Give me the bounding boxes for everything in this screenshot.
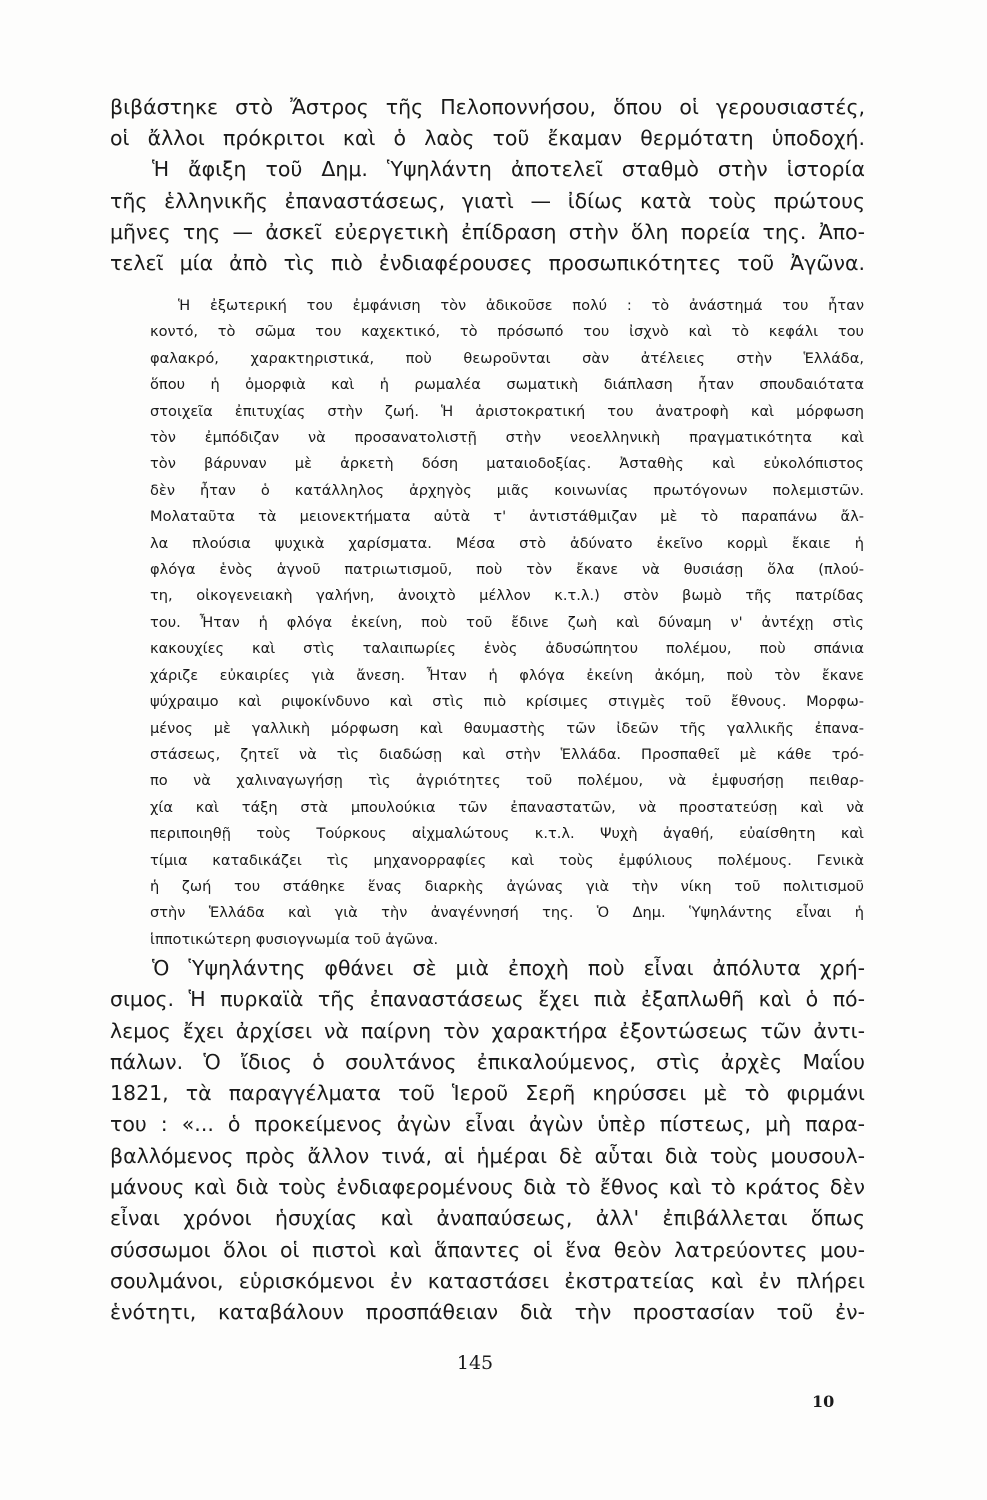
text-line: ἑνότητι, καταβάλουν προσπάθειαν διὰ τὴν προστασίαν τοῦ ἐν- [110, 1300, 865, 1325]
signature-mark: 10 [812, 1392, 835, 1411]
text-line: φαλακρό, χαρακτηριστικά, ποὺ θεωροῦνται σὰν ἀτέλειες στὴν Ἑλλάδα, [150, 349, 864, 367]
text-line: χάριζε εὐκαιρίες γιὰ ἄνεση. Ἦταν ἡ φλόγα ἐκείνη ἀκόμη, ποὺ τὸν ἔκανε [150, 666, 864, 684]
text-line: λεμος ἔχει ἀρχίσει νὰ παίρνη τὸν χαρακτήρα ἐξοντώσεως τῶν ἀντι- [110, 1018, 865, 1043]
text-line: Μολαταῦτα τὰ μειονεκτήματα αὐτὰ τ' ἀντιστάθμιζαν μὲ τὸ παραπάνω ἄλ- [150, 508, 864, 526]
text-line: δὲν ἦταν ὁ κατάλληλος ἀρχηγὸς μιᾶς κοινωνίας πρωτόγονων πολεμιστῶν. [150, 481, 864, 499]
text-line: λα πλούσια ψυχικὰ χαρίσματα. Μέσα στὸ ἀδύνατο ἐκεῖνο κορμὶ ἔκαιε ἡ [150, 534, 864, 552]
text-line: τη, οἰκογενειακὴ γαλήνη, ἀνοιχτὸ μέλλον κ.τ.λ.) στὸν βωμὸ τῆς πατρίδας [150, 587, 864, 605]
text-line: σύσσωμοι ὅλοι οἱ πιστοὶ καὶ ἅπαντες οἱ ἕνα θεὸν λατρεύοντες μου- [110, 1237, 865, 1262]
text-line: του. Ἦταν ἡ φλόγα ἐκείνη, ποὺ τοῦ ἔδινε ζωὴ καὶ δύναμη ν' ἀντέχῃ στὶς [150, 613, 864, 631]
text-line: πάλων. Ὁ ἴδιος ὁ σουλτάνος ἐπικαλούμενος, στὶς ἀρχὲς Μαΐου [110, 1049, 865, 1074]
text-line: 1821, τὰ παραγγέλματα τοῦ Ἱεροῦ Σερῆ κηρύσσει μὲ τὸ φιρμάνι [110, 1081, 865, 1106]
page-number: 145 [456, 1352, 494, 1374]
text-line: σουλμάνοι, εὑρισκόμενοι ἐν καταστάσει ἐκστρατείας καὶ ἐν πλήρει [110, 1268, 865, 1293]
text-line: στὴν Ἑλλάδα καὶ γιὰ τὴν ἀναγέννησή της. Ὁ Δημ. Ὑψηλάντης εἶναι ἡ [150, 904, 864, 922]
text-line: χία καὶ τάξη στὰ μπουλούκια τῶν ἐπαναστατῶν, νὰ προστατεύσῃ καὶ νὰ [150, 798, 864, 816]
text-line: μένος μὲ γαλλικὴ μόρφωση καὶ θαυμαστὴς τῶν ἰδεῶν τῆς γαλλικῆς ἐπανα- [150, 719, 864, 737]
text-line: κοντό, τὸ σῶμα του καχεκτικό, τὸ πρόσωπό του ἰσχνὸ καὶ τὸ κεφάλι του [150, 323, 864, 341]
text-line: πο νὰ χαλιναγωγήσῃ τὶς ἀγριότητες τοῦ πολέμου, νὰ ἐμφυσήσῃ πειθαρ- [150, 772, 864, 790]
text-line: ἱπποτικώτερη φυσιογνωμία τοῦ ἀγῶνα. [150, 930, 439, 948]
text-line: τίμια καταδικάζει τὶς μηχανορραφίες καὶ τοὺς ἐμφύλιους πολέμους. Γενικὰ [150, 851, 864, 869]
text-line: τὸν ἐμπόδιζαν νὰ προσανατολιστῇ στὴν νεοελληνικὴ πραγματικότητα καὶ [150, 429, 864, 447]
text-line: περιποιηθῇ τοὺς Τούρκους αἰχμαλώτους κ.τ.λ. Ψυχὴ ἀγαθή, εὐαίσθητη καὶ [150, 825, 864, 843]
text-line: Ἡ ἐξωτερική του ἐμφάνιση τὸν ἀδικοῦσε πολύ : τὸ ἀνάστημά του ἦταν [178, 297, 864, 314]
text-line: τὸν βάρυναν μὲ ἀρκετὴ δόση ματαιοδοξίας. Ἀσταθὴς καὶ εὐκολόπιστος [150, 455, 864, 473]
text-line: σιμος. Ἡ πυρκαϊὰ τῆς ἐπαναστάσεως ἔχει πιὰ ἐξαπλωθῆ καὶ ὁ πό- [110, 987, 865, 1012]
text-line: στάσεως, ζητεῖ νὰ τὶς διαδώσῃ καὶ στὴν Ἑλλάδα. Προσπαθεῖ μὲ κάθε τρό- [150, 745, 864, 763]
inset-paragraph [150, 293, 864, 953]
text-line: τελεῖ μία ἀπὸ τὶς πιὸ ἐνδιαφέρουσες προσωπικότητες τοῦ Ἀγῶνα. [110, 251, 865, 276]
text-line: του : «... ὁ προκείμενος ἀγὼν εἶναι ἀγὼν ὑπὲρ πίστεως, μὴ παρα- [110, 1112, 865, 1137]
text-line: ὅπου ἡ ὀμορφιὰ καὶ ἡ ρωμαλέα σωματικὴ διάπλαση ἦταν σπουδαιότατα [150, 376, 864, 394]
text-line: οἱ ἄλλοι πρόκριτοι καὶ ὁ λαὸς τοῦ ἔκαμαν θερμότατη ὑποδοχή. [110, 126, 865, 151]
text-line: φλόγα ἑνὸς ἁγνοῦ πατριωτισμοῦ, ποὺ τὸν ἔκανε νὰ θυσιάσῃ ὅλα (πλού- [150, 561, 864, 579]
text-line: μάνους καὶ διὰ τοὺς ἐνδιαφερομένους διὰ τὸ ἔθνος καὶ τὸ κράτος δὲν [110, 1175, 865, 1200]
text-line: Ὁ Ὑψηλάντης φθάνει σὲ μιὰ ἐποχὴ ποὺ εἶναι ἀπόλυτα χρή- [152, 956, 865, 980]
text-line: ψύχραιμο καὶ ριψοκίνδυνο καὶ στὶς πιὸ κρίσιμες στιγμὲς τοῦ ἔθνους. Μορφω- [150, 693, 864, 711]
text-line: ἡ ζωή του στάθηκε ἕνας διαρκὴς ἀγώνας γιὰ τὴν νίκη τοῦ πολιτισμοῦ [150, 877, 864, 895]
text-line: βιβάστηκε στὸ Ἄστρος τῆς Πελοποννήσου, ὅπου οἱ γερουσιαστές, [110, 95, 865, 119]
text-line: βαλλόμενος πρὸς ἄλλον τινά, αἱ ἡμέραι δὲ αὗται διὰ τοὺς μουσουλ- [110, 1143, 865, 1168]
text-line: στοιχεῖα ἐπιτυχίας στὴν ζωή. Ἡ ἀριστοκρατική του ἀνατροφὴ καὶ μόρφωση [150, 402, 864, 420]
body-paragraph [110, 953, 865, 1329]
text-line: μῆνες της — ἀσκεῖ εὐεργετικὴ ἐπίδραση στὴν ὅλη πορεία της. Ἀπο- [110, 219, 865, 244]
text-line: εἶναι χρόνοι ἡσυχίας καὶ ἀναπαύσεως, ἀλλ' ἐπιβάλλεται ὅπως [110, 1206, 865, 1231]
text-line: κακουχίες καὶ στὶς ταλαιπωρίες ἑνὸς ἀδυσώπητου πολέμου, ποὺ σπάνια [150, 640, 864, 658]
text-line: τῆς ἑλληνικῆς ἐπαναστάσεως, γιατὶ — ἰδίως κατὰ τοὺς πρώτους [110, 188, 865, 213]
text-line: Ἡ ἄφιξη τοῦ Δημ. Ὑψηλάντη ἀποτελεῖ σταθμὸ στὴν ἱστορία [152, 157, 865, 182]
body-paragraph [110, 92, 865, 279]
